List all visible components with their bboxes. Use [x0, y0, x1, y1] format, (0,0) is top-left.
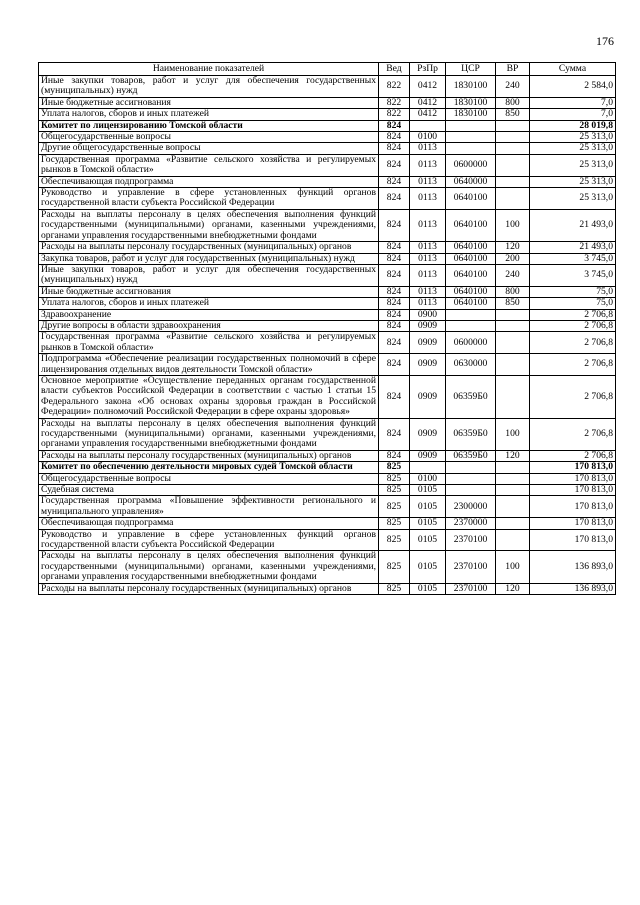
cell-ved: 824 [379, 176, 410, 187]
cell-rzpr: 0909 [410, 418, 446, 450]
page-number: 176 [596, 34, 614, 48]
cell-name: Комитет по лицензированию Томской области [39, 120, 379, 131]
cell-csr [446, 485, 496, 496]
cell-ved: 825 [379, 529, 410, 551]
cell-vr [496, 473, 530, 484]
cell-ved: 825 [379, 462, 410, 473]
cell-csr: 0600000 [446, 154, 496, 176]
column-header-name: Наименование показателей [39, 63, 379, 76]
cell-ved: 825 [379, 496, 410, 518]
cell-rzpr: 0113 [410, 253, 446, 264]
cell-rzpr [410, 462, 446, 473]
cell-ved: 822 [379, 76, 410, 98]
cell-csr [446, 132, 496, 143]
table-row [39, 264, 616, 286]
cell-sum: 75,0 [530, 298, 616, 309]
table-row [39, 286, 616, 297]
table-row [39, 154, 616, 176]
cell-vr [496, 354, 530, 376]
cell-rzpr: 0412 [410, 109, 446, 120]
cell-sum: 25 313,0 [530, 176, 616, 187]
cell-rzpr: 0909 [410, 354, 446, 376]
cell-ved: 824 [379, 375, 410, 418]
cell-vr [496, 496, 530, 518]
cell-vr: 120 [496, 583, 530, 594]
cell-vr: 240 [496, 264, 530, 286]
cell-name: Другие вопросы в области здравоохранения [39, 320, 379, 331]
cell-rzpr: 0909 [410, 320, 446, 331]
cell-csr: 0640000 [446, 176, 496, 187]
cell-csr [446, 309, 496, 320]
column-header-sum: Сумма [530, 63, 616, 76]
table-row [39, 320, 616, 331]
cell-sum: 2 706,8 [530, 320, 616, 331]
cell-name: Уплата налогов, сборов и иных платежей [39, 109, 379, 120]
cell-vr: 850 [496, 298, 530, 309]
cell-sum: 170 813,0 [530, 496, 616, 518]
cell-sum: 21 493,0 [530, 209, 616, 241]
cell-csr: 2300000 [446, 496, 496, 518]
cell-ved: 825 [379, 551, 410, 583]
cell-sum: 7,0 [530, 97, 616, 108]
cell-csr: 0600000 [446, 332, 496, 354]
table-header-row [39, 63, 616, 76]
cell-name: Государственная программа «Развитие сельского хозяйства и регулируемых рынков в Томской области» [39, 154, 379, 176]
cell-name: Судебная система [39, 485, 379, 496]
table-row [39, 485, 616, 496]
cell-name: Государственная программа «Повышение эффективности регионального и муниципального управления» [39, 496, 379, 518]
table-row [39, 176, 616, 187]
cell-sum: 3 745,0 [530, 253, 616, 264]
cell-rzpr: 0900 [410, 309, 446, 320]
cell-csr: 0640100 [446, 264, 496, 286]
cell-name: Иные закупки товаров, работ и услуг для обеспечения государственных (муниципальных) нужд [39, 76, 379, 98]
cell-name: Иные бюджетные ассигнования [39, 286, 379, 297]
table-row [39, 473, 616, 484]
cell-csr: 06359Б0 [446, 450, 496, 461]
column-header-ved: Вед [379, 63, 410, 76]
cell-rzpr: 0113 [410, 264, 446, 286]
cell-rzpr: 0113 [410, 209, 446, 241]
table-row [39, 450, 616, 461]
cell-name: Руководство и управление в сфере установленных функций органов государственной власти субъекта Российской Федерации [39, 529, 379, 551]
cell-ved: 825 [379, 485, 410, 496]
cell-vr [496, 320, 530, 331]
cell-name: Другие общегосударственные вопросы [39, 143, 379, 154]
cell-vr: 100 [496, 209, 530, 241]
cell-ved: 824 [379, 264, 410, 286]
cell-rzpr: 0113 [410, 154, 446, 176]
cell-vr: 120 [496, 242, 530, 253]
cell-csr: 0630000 [446, 354, 496, 376]
cell-csr: 2370000 [446, 518, 496, 529]
cell-ved: 824 [379, 418, 410, 450]
cell-sum: 136 893,0 [530, 551, 616, 583]
cell-name: Расходы на выплаты персоналу в целях обеспечения выполнения функций государственными (муниципальными) органами, казенными учреждениями, органами управления государственными внебюджетными фондами [39, 418, 379, 450]
cell-name: Расходы на выплаты персоналу в целях обеспечения выполнения функций государственными (муниципальными) органами, казенными учреждениями, органами управления государственными внебюджетными фондами [39, 209, 379, 241]
table-row [39, 375, 616, 418]
cell-sum: 170 813,0 [530, 518, 616, 529]
cell-name: Уплата налогов, сборов и иных платежей [39, 298, 379, 309]
budget-table [38, 62, 616, 595]
cell-name: Руководство и управление в сфере установленных функций органов государственной власти субъекта Российской Федерации [39, 188, 379, 210]
cell-rzpr: 0105 [410, 496, 446, 518]
cell-sum: 170 813,0 [530, 462, 616, 473]
table-row [39, 76, 616, 98]
table-row [39, 354, 616, 376]
cell-sum: 2 706,8 [530, 450, 616, 461]
cell-csr [446, 120, 496, 131]
cell-vr: 100 [496, 551, 530, 583]
cell-ved: 824 [379, 354, 410, 376]
cell-rzpr: 0105 [410, 551, 446, 583]
cell-ved: 824 [379, 309, 410, 320]
cell-ved: 824 [379, 132, 410, 143]
cell-csr: 2370100 [446, 529, 496, 551]
cell-name: Расходы на выплаты персоналу в целях обеспечения выполнения функций государственными (муниципальными) органами, казенными учреждениями, органами управления государственными внебюджетными фондами [39, 551, 379, 583]
cell-vr [496, 529, 530, 551]
cell-ved: 825 [379, 583, 410, 594]
cell-name: Иные бюджетные ассигнования [39, 97, 379, 108]
cell-vr [496, 120, 530, 131]
cell-ved: 825 [379, 473, 410, 484]
cell-vr: 240 [496, 76, 530, 98]
cell-name: Подпрограмма «Обеспечение реализации государственных полномочий в сфере лицензирования отдельных видов деятельности Томской области» [39, 354, 379, 376]
cell-sum: 2 706,8 [530, 354, 616, 376]
cell-name: Обеспечивающая подпрограмма [39, 518, 379, 529]
cell-ved: 824 [379, 450, 410, 461]
table-row [39, 309, 616, 320]
cell-csr [446, 462, 496, 473]
cell-sum: 21 493,0 [530, 242, 616, 253]
cell-rzpr: 0113 [410, 188, 446, 210]
cell-csr: 0640100 [446, 298, 496, 309]
table-row [39, 518, 616, 529]
cell-sum: 25 313,0 [530, 143, 616, 154]
cell-name: Комитет по обеспечению деятельности мировых судей Томской области [39, 462, 379, 473]
cell-name: Иные закупки товаров, работ и услуг для обеспечения государственных (муниципальных) нужд [39, 264, 379, 286]
table-row [39, 529, 616, 551]
cell-rzpr: 0909 [410, 450, 446, 461]
cell-vr: 120 [496, 450, 530, 461]
cell-ved: 824 [379, 332, 410, 354]
cell-name: Расходы на выплаты персоналу государственных (муниципальных) органов [39, 450, 379, 461]
cell-vr: 200 [496, 253, 530, 264]
cell-vr [496, 485, 530, 496]
cell-name: Основное мероприятие «Осуществление переданных органам государственной власти субъектов Российской Федерации в соответствии с частью 1 статьи 15 Федерального закона «Об основах охраны здоровья граждан в Российской Федерации» полномочий Российской Федерации в сфере охраны здоровья» [39, 375, 379, 418]
cell-sum: 170 813,0 [530, 485, 616, 496]
cell-vr [496, 332, 530, 354]
column-header-vr: ВР [496, 63, 530, 76]
cell-sum: 25 313,0 [530, 132, 616, 143]
cell-vr [496, 176, 530, 187]
cell-sum: 2 706,8 [530, 375, 616, 418]
cell-rzpr: 0105 [410, 583, 446, 594]
table-row [39, 298, 616, 309]
cell-csr [446, 320, 496, 331]
table-row [39, 242, 616, 253]
cell-vr [496, 188, 530, 210]
cell-ved: 824 [379, 154, 410, 176]
cell-name: Закупка товаров, работ и услуг для государственных (муниципальных) нужд [39, 253, 379, 264]
table-row [39, 143, 616, 154]
cell-sum: 2 584,0 [530, 76, 616, 98]
cell-csr: 0640100 [446, 286, 496, 297]
cell-csr: 06359Б0 [446, 375, 496, 418]
table-row [39, 332, 616, 354]
cell-rzpr: 0909 [410, 332, 446, 354]
cell-sum: 170 813,0 [530, 473, 616, 484]
cell-csr: 06359Б0 [446, 418, 496, 450]
cell-rzpr: 0113 [410, 298, 446, 309]
cell-ved: 824 [379, 253, 410, 264]
cell-vr [496, 518, 530, 529]
cell-rzpr: 0412 [410, 76, 446, 98]
cell-name: Расходы на выплаты персоналу государственных (муниципальных) органов [39, 242, 379, 253]
cell-rzpr: 0105 [410, 529, 446, 551]
cell-sum: 7,0 [530, 109, 616, 120]
table-row [39, 132, 616, 143]
cell-name: Здравоохранение [39, 309, 379, 320]
cell-sum: 2 706,8 [530, 332, 616, 354]
cell-ved: 825 [379, 518, 410, 529]
cell-csr: 1830100 [446, 76, 496, 98]
cell-sum: 75,0 [530, 286, 616, 297]
cell-rzpr: 0100 [410, 473, 446, 484]
cell-sum: 136 893,0 [530, 583, 616, 594]
cell-csr: 0640100 [446, 209, 496, 241]
cell-sum: 3 745,0 [530, 264, 616, 286]
table-row [39, 120, 616, 131]
cell-ved: 824 [379, 242, 410, 253]
table-row [39, 109, 616, 120]
cell-ved: 824 [379, 188, 410, 210]
cell-rzpr: 0105 [410, 518, 446, 529]
column-header-csr: ЦСР [446, 63, 496, 76]
cell-rzpr: 0412 [410, 97, 446, 108]
cell-csr: 1830100 [446, 109, 496, 120]
cell-rzpr: 0113 [410, 176, 446, 187]
cell-name: Расходы на выплаты персоналу государственных (муниципальных) органов [39, 583, 379, 594]
cell-rzpr: 0105 [410, 485, 446, 496]
column-header-rzpr: РзПр [410, 63, 446, 76]
cell-csr: 2370100 [446, 583, 496, 594]
cell-csr: 0640100 [446, 242, 496, 253]
cell-vr [496, 154, 530, 176]
cell-ved: 824 [379, 286, 410, 297]
cell-csr [446, 473, 496, 484]
cell-sum: 2 706,8 [530, 418, 616, 450]
cell-rzpr: 0909 [410, 375, 446, 418]
table-row [39, 188, 616, 210]
cell-vr [496, 462, 530, 473]
cell-ved: 824 [379, 298, 410, 309]
table-row [39, 418, 616, 450]
cell-rzpr: 0100 [410, 132, 446, 143]
cell-ved: 822 [379, 109, 410, 120]
table-row [39, 551, 616, 583]
cell-vr [496, 143, 530, 154]
cell-csr [446, 143, 496, 154]
table-row [39, 209, 616, 241]
cell-rzpr: 0113 [410, 286, 446, 297]
cell-name: Обеспечивающая подпрограмма [39, 176, 379, 187]
cell-csr: 1830100 [446, 97, 496, 108]
cell-sum: 25 313,0 [530, 154, 616, 176]
cell-sum: 170 813,0 [530, 529, 616, 551]
cell-sum: 28 019,8 [530, 120, 616, 131]
cell-sum: 25 313,0 [530, 188, 616, 210]
cell-ved: 824 [379, 143, 410, 154]
cell-vr: 100 [496, 418, 530, 450]
cell-sum: 2 706,8 [530, 309, 616, 320]
cell-ved: 824 [379, 209, 410, 241]
cell-csr: 0640100 [446, 253, 496, 264]
cell-name: Государственная программа «Развитие сельского хозяйства и регулируемых рынков в Томской области» [39, 332, 379, 354]
cell-name: Общегосударственные вопросы [39, 132, 379, 143]
cell-ved: 822 [379, 97, 410, 108]
cell-ved: 824 [379, 320, 410, 331]
cell-rzpr: 0113 [410, 143, 446, 154]
table-row [39, 496, 616, 518]
table-row [39, 462, 616, 473]
cell-vr: 800 [496, 286, 530, 297]
cell-name: Общегосударственные вопросы [39, 473, 379, 484]
table-row [39, 583, 616, 594]
cell-vr: 850 [496, 109, 530, 120]
cell-vr [496, 132, 530, 143]
table-row [39, 253, 616, 264]
cell-rzpr [410, 120, 446, 131]
cell-rzpr: 0113 [410, 242, 446, 253]
cell-csr: 0640100 [446, 188, 496, 210]
cell-vr [496, 375, 530, 418]
cell-ved: 824 [379, 120, 410, 131]
cell-csr: 2370100 [446, 551, 496, 583]
table-row [39, 97, 616, 108]
cell-vr: 800 [496, 97, 530, 108]
cell-vr [496, 309, 530, 320]
